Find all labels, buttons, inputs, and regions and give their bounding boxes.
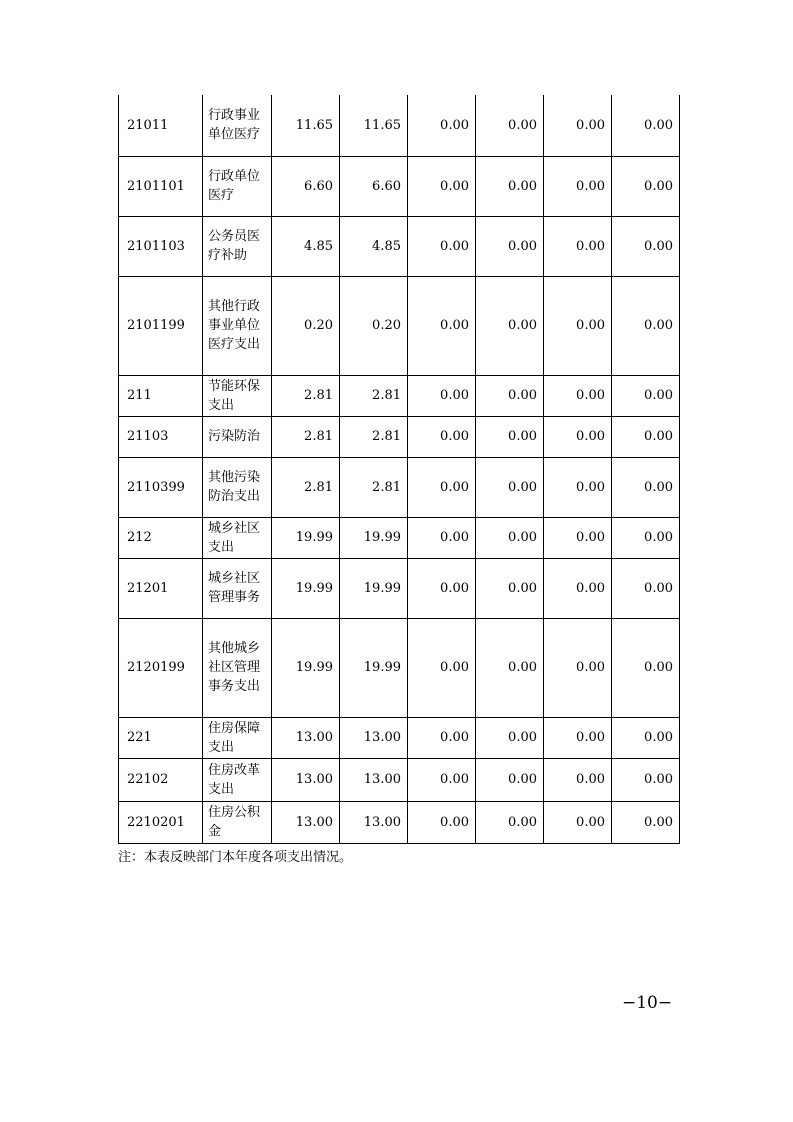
value-cell: 0.00 [612, 216, 680, 276]
value-cell: 0.00 [408, 375, 476, 416]
table-body [119, 95, 680, 843]
account-name-cell: 城乡社区管理事务 [203, 558, 272, 618]
account-name-cell: 住房改革支出 [203, 758, 272, 801]
total-cell: 19.99 [272, 517, 340, 558]
total-cell: 0.20 [272, 276, 340, 375]
account-code-cell: 2101199 [119, 276, 203, 375]
account-name-cell: 其他城乡社区管理事务支出 [203, 618, 272, 717]
account-code-cell: 21103 [119, 416, 203, 457]
value-cell: 0.00 [476, 375, 544, 416]
table-row [119, 216, 680, 276]
total-cell: 19.99 [272, 618, 340, 717]
account-name-cell: 行政单位医疗 [203, 156, 272, 216]
account-code-cell: 2210201 [119, 801, 203, 843]
account-name-cell: 污染防治 [203, 416, 272, 457]
value-cell: 0.00 [544, 276, 612, 375]
value-cell: 0.00 [476, 801, 544, 843]
value-cell: 0.00 [544, 95, 612, 156]
account-name-cell: 其他行政事业单位医疗支出 [203, 276, 272, 375]
value-cell: 0.00 [612, 457, 680, 517]
table-row [119, 457, 680, 517]
value-cell: 0.00 [476, 276, 544, 375]
value-cell: 0.00 [408, 758, 476, 801]
total-cell: 6.60 [272, 156, 340, 216]
value-cell: 0.00 [612, 95, 680, 156]
value-cell: 0.00 [476, 216, 544, 276]
account-code-cell: 2120199 [119, 618, 203, 717]
value-cell: 0.00 [476, 416, 544, 457]
account-name-cell: 行政事业单位医疗 [203, 95, 272, 156]
value-cell: 0.00 [544, 156, 612, 216]
value-cell: 0.00 [476, 95, 544, 156]
table-row [119, 618, 680, 717]
value-cell: 0.00 [408, 416, 476, 457]
value-cell: 0.00 [408, 276, 476, 375]
value-cell: 0.00 [408, 717, 476, 758]
account-code-cell: 2101103 [119, 216, 203, 276]
value-cell: 0.00 [476, 758, 544, 801]
value-cell: 0.00 [612, 375, 680, 416]
account-name-cell: 公务员医疗补助 [203, 216, 272, 276]
value-cell: 0.00 [408, 95, 476, 156]
expenditure-table [118, 95, 680, 844]
total-cell: 4.85 [272, 216, 340, 276]
value-cell: 0.00 [612, 717, 680, 758]
total-cell: 11.65 [272, 95, 340, 156]
basic-expenditure-cell: 6.60 [340, 156, 408, 216]
table-row [119, 517, 680, 558]
account-name-cell: 城乡社区支出 [203, 517, 272, 558]
basic-expenditure-cell: 2.81 [340, 375, 408, 416]
basic-expenditure-cell: 19.99 [340, 618, 408, 717]
value-cell: 0.00 [408, 216, 476, 276]
basic-expenditure-cell: 0.20 [340, 276, 408, 375]
account-name-cell: 节能环保支出 [203, 375, 272, 416]
basic-expenditure-cell: 19.99 [340, 558, 408, 618]
basic-expenditure-cell: 13.00 [340, 717, 408, 758]
account-code-cell: 212 [119, 517, 203, 558]
table-row [119, 416, 680, 457]
value-cell: 0.00 [544, 517, 612, 558]
value-cell: 0.00 [408, 801, 476, 843]
value-cell: 0.00 [408, 517, 476, 558]
value-cell: 0.00 [476, 156, 544, 216]
value-cell: 0.00 [408, 618, 476, 717]
table-row [119, 758, 680, 801]
table-row [119, 156, 680, 216]
value-cell: 0.00 [476, 457, 544, 517]
table-row [119, 558, 680, 618]
value-cell: 0.00 [612, 517, 680, 558]
table-row [119, 95, 680, 156]
value-cell: 0.00 [476, 618, 544, 717]
value-cell: 0.00 [544, 457, 612, 517]
page-number: −10− [622, 993, 673, 1013]
value-cell: 0.00 [544, 618, 612, 717]
total-cell: 19.99 [272, 558, 340, 618]
value-cell: 0.00 [544, 758, 612, 801]
basic-expenditure-cell: 13.00 [340, 758, 408, 801]
account-code-cell: 22102 [119, 758, 203, 801]
value-cell: 0.00 [544, 416, 612, 457]
value-cell: 0.00 [544, 375, 612, 416]
account-code-cell: 2101101 [119, 156, 203, 216]
basic-expenditure-cell: 13.00 [340, 801, 408, 843]
basic-expenditure-cell: 19.99 [340, 517, 408, 558]
value-cell: 0.00 [544, 558, 612, 618]
table-row [119, 801, 680, 843]
value-cell: 0.00 [612, 758, 680, 801]
table-row [119, 375, 680, 416]
total-cell: 13.00 [272, 717, 340, 758]
basic-expenditure-cell: 2.81 [340, 416, 408, 457]
account-code-cell: 221 [119, 717, 203, 758]
table-footnote: 注：本表反映部门本年度各项支出情况。 [118, 850, 353, 865]
value-cell: 0.00 [408, 156, 476, 216]
account-code-cell: 2110399 [119, 457, 203, 517]
basic-expenditure-cell: 11.65 [340, 95, 408, 156]
total-cell: 13.00 [272, 801, 340, 843]
value-cell: 0.00 [612, 416, 680, 457]
value-cell: 0.00 [544, 216, 612, 276]
value-cell: 0.00 [476, 558, 544, 618]
table-row [119, 276, 680, 375]
value-cell: 0.00 [612, 276, 680, 375]
value-cell: 0.00 [544, 801, 612, 843]
account-code-cell: 211 [119, 375, 203, 416]
value-cell: 0.00 [612, 558, 680, 618]
value-cell: 0.00 [612, 156, 680, 216]
table-row [119, 717, 680, 758]
basic-expenditure-cell: 4.85 [340, 216, 408, 276]
basic-expenditure-cell: 2.81 [340, 457, 408, 517]
account-name-cell: 住房公积金 [203, 801, 272, 843]
account-name-cell: 其他污染防治支出 [203, 457, 272, 517]
value-cell: 0.00 [408, 457, 476, 517]
total-cell: 2.81 [272, 375, 340, 416]
account-code-cell: 21201 [119, 558, 203, 618]
total-cell: 13.00 [272, 758, 340, 801]
account-code-cell: 21011 [119, 95, 203, 156]
account-name-cell: 住房保障支出 [203, 717, 272, 758]
total-cell: 2.81 [272, 457, 340, 517]
total-cell: 2.81 [272, 416, 340, 457]
value-cell: 0.00 [612, 801, 680, 843]
value-cell: 0.00 [476, 517, 544, 558]
value-cell: 0.00 [612, 618, 680, 717]
value-cell: 0.00 [408, 558, 476, 618]
value-cell: 0.00 [476, 717, 544, 758]
value-cell: 0.00 [544, 717, 612, 758]
